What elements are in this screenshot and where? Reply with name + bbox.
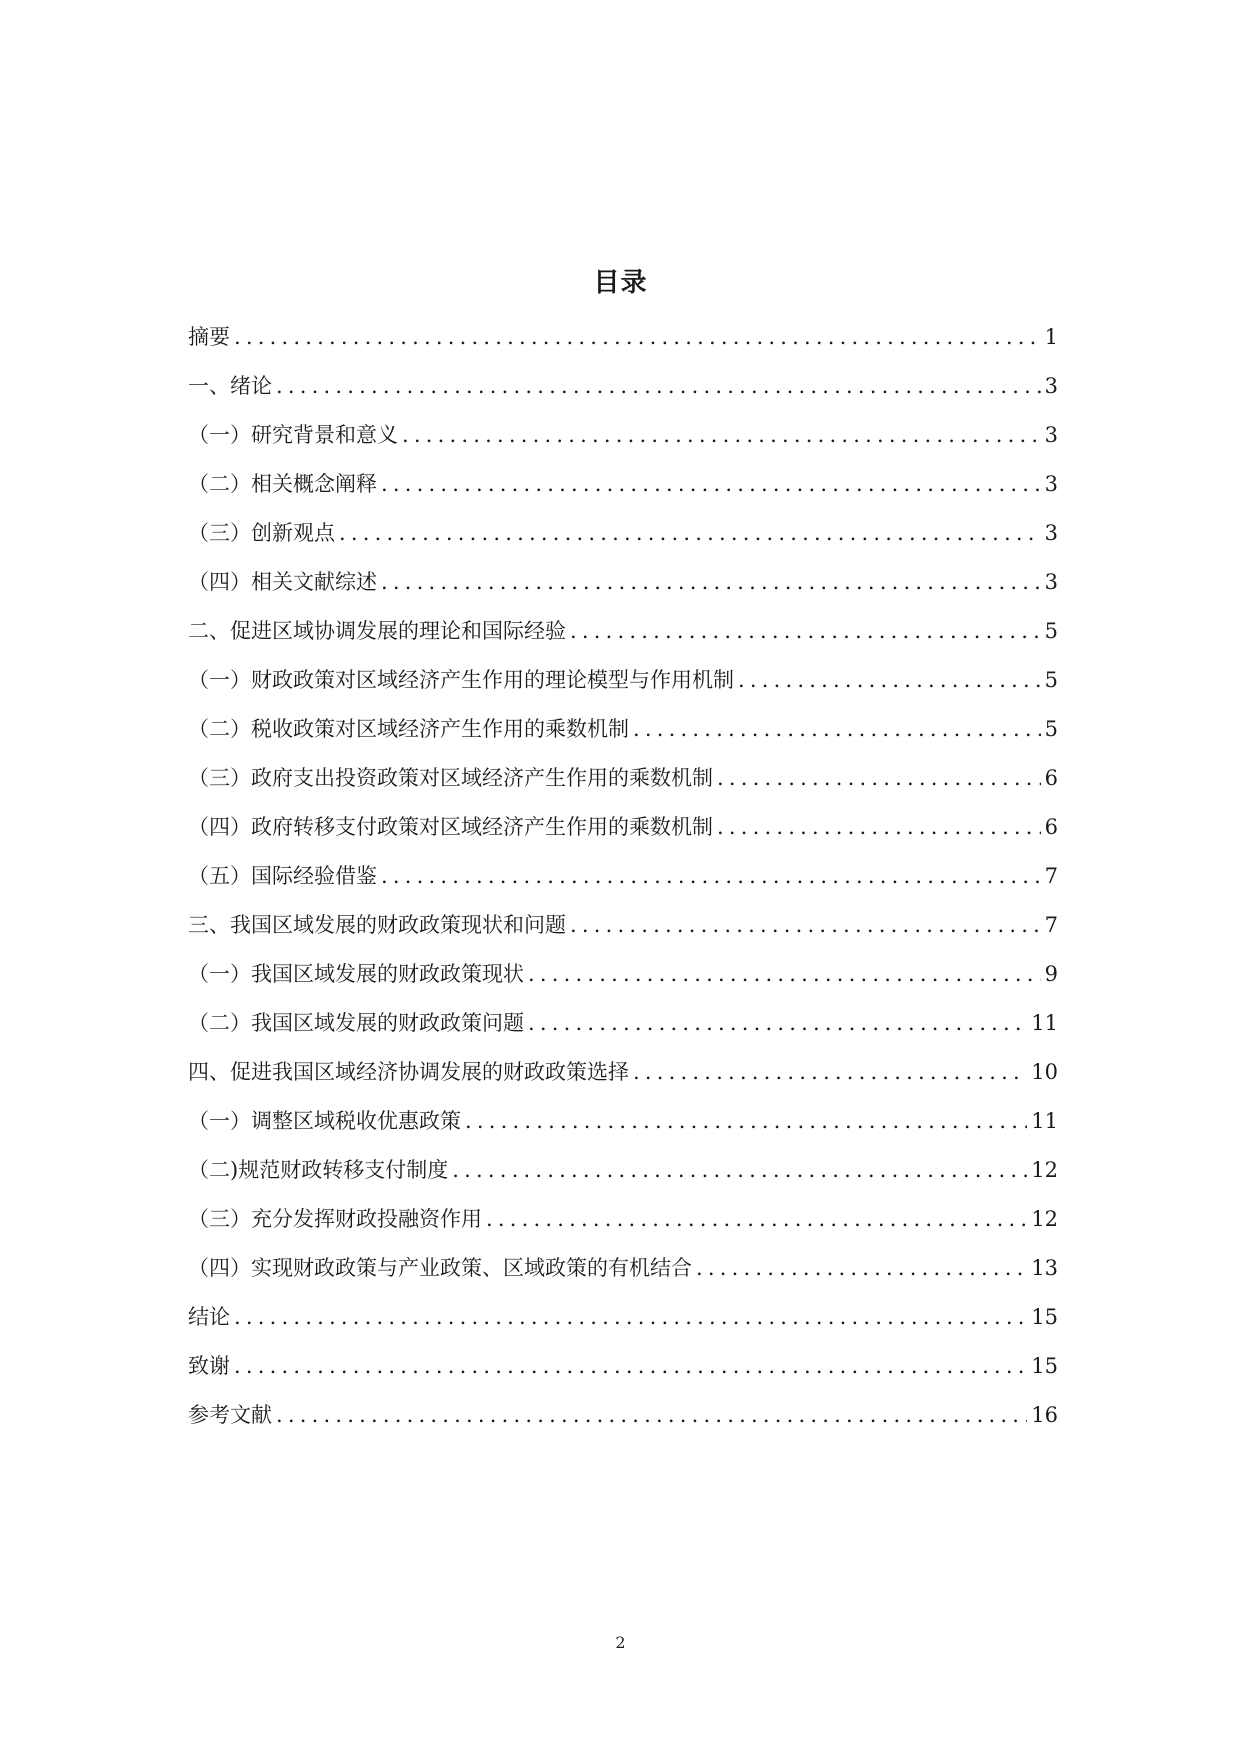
toc-entry-page: 12 <box>1031 1158 1058 1182</box>
toc-entry-2-4[interactable] <box>188 812 1058 861</box>
toc-dot-leader <box>738 665 1041 695</box>
toc-entry-label: 四、促进我国区域经济协调发展的财政政策选择 <box>188 1060 629 1084</box>
toc-entry-page: 5 <box>1044 717 1058 741</box>
toc-entry-page: 6 <box>1044 815 1058 839</box>
toc-dot-leader <box>234 1351 1027 1381</box>
toc-entry-page: 11 <box>1031 1011 1058 1035</box>
toc-entry-page: 3 <box>1044 570 1058 594</box>
toc-entry-2-5[interactable] <box>188 861 1058 910</box>
toc-entry-chapter-4[interactable] <box>188 1057 1058 1106</box>
toc-entry-page: 3 <box>1044 423 1058 447</box>
toc-entry-page: 15 <box>1031 1354 1058 1378</box>
toc-entry-label: （一）我国区域发展的财政政策现状 <box>188 962 524 986</box>
toc-dot-leader <box>570 910 1041 940</box>
toc-dot-leader <box>717 763 1041 793</box>
toc-entry-page: 15 <box>1031 1305 1058 1329</box>
toc-entry-label: （二）相关概念阐释 <box>188 472 377 496</box>
toc-entry-1-3[interactable] <box>188 518 1058 567</box>
toc-entry-label: （二）我国区域发展的财政政策问题 <box>188 1011 524 1035</box>
toc-entry-page: 5 <box>1044 619 1058 643</box>
toc-entry-3-2[interactable] <box>188 1008 1058 1057</box>
toc-entry-page: 11 <box>1031 1109 1058 1133</box>
toc-entry-page: 5 <box>1044 668 1058 692</box>
toc-entry-chapter-2[interactable] <box>188 616 1058 665</box>
toc-entry-2-2[interactable] <box>188 714 1058 763</box>
toc-entry-1-1[interactable] <box>188 420 1058 469</box>
toc-entry-page: 3 <box>1044 472 1058 496</box>
toc-entry-abstract[interactable] <box>188 322 1058 371</box>
toc-entry-label: 三、我国区域发展的财政政策现状和问题 <box>188 913 566 937</box>
page-number: 2 <box>615 1633 626 1652</box>
toc-dot-leader <box>696 1253 1027 1283</box>
toc-entry-page: 13 <box>1031 1256 1058 1280</box>
toc-entry-label: （三）政府支出投资政策对区域经济产生作用的乘数机制 <box>188 766 713 790</box>
toc-entry-chapter-1[interactable] <box>188 371 1058 420</box>
toc-dot-leader <box>234 322 1041 352</box>
toc-dot-leader <box>381 469 1041 499</box>
toc-entry-4-2[interactable] <box>188 1155 1058 1204</box>
toc-entry-label: （三）充分发挥财政投融资作用 <box>188 1207 482 1231</box>
toc-entry-label: （五）国际经验借鉴 <box>188 864 377 888</box>
toc-entry-label: （四）相关文献综述 <box>188 570 377 594</box>
toc-entry-label: （一）研究背景和意义 <box>188 423 398 447</box>
toc-entry-label: 一、绪论 <box>188 374 272 398</box>
toc-entry-4-1[interactable] <box>188 1106 1058 1155</box>
toc-entry-label: （二）税收政策对区域经济产生作用的乘数机制 <box>188 717 629 741</box>
toc-entry-page: 3 <box>1044 521 1058 545</box>
toc-dot-leader <box>633 714 1041 744</box>
toc-dot-leader <box>717 812 1041 842</box>
toc-entry-page: 6 <box>1044 766 1058 790</box>
toc-entry-conclusion[interactable] <box>188 1302 1058 1351</box>
toc-dot-leader <box>381 567 1041 597</box>
toc-dot-leader <box>570 616 1041 646</box>
toc-entry-label: （三）创新观点 <box>188 521 335 545</box>
toc-entry-4-4[interactable] <box>188 1253 1058 1302</box>
toc-dot-leader <box>528 1008 1027 1038</box>
toc-entry-4-3[interactable] <box>188 1204 1058 1253</box>
toc-entry-page: 3 <box>1044 374 1058 398</box>
toc-entry-label: 参考文献 <box>188 1403 272 1427</box>
toc-entry-label: （一）财政政策对区域经济产生作用的理论模型与作用机制 <box>188 668 734 692</box>
toc-dot-leader <box>276 371 1041 401</box>
toc-entry-acknowledgements[interactable] <box>188 1351 1058 1400</box>
toc-dot-leader <box>465 1106 1027 1136</box>
toc-entry-label: （一）调整区域税收优惠政策 <box>188 1109 461 1133</box>
toc-entry-label: 结论 <box>188 1305 230 1329</box>
toc-entry-label: （四）实现财政政策与产业政策、区域政策的有机结合 <box>188 1256 692 1280</box>
toc-entry-label: （二)规范财政转移支付制度 <box>188 1158 449 1182</box>
toc-dot-leader <box>633 1057 1027 1087</box>
toc-entry-references[interactable] <box>188 1400 1058 1449</box>
toc-entry-label: 摘要 <box>188 325 230 349</box>
toc-entry-page: 16 <box>1031 1403 1058 1427</box>
toc-dot-leader <box>276 1400 1027 1430</box>
toc-title: 目录 <box>593 268 648 298</box>
toc-entry-page: 9 <box>1044 962 1058 986</box>
toc-entry-label: 二、促进区域协调发展的理论和国际经验 <box>188 619 566 643</box>
toc-entry-page: 7 <box>1044 864 1058 888</box>
toc-dot-leader <box>452 1155 1027 1185</box>
toc-entry-page: 12 <box>1031 1207 1058 1231</box>
toc-entry-1-4[interactable] <box>188 567 1058 616</box>
toc-entry-page: 7 <box>1044 913 1058 937</box>
toc-entry-2-3[interactable] <box>188 763 1058 812</box>
toc-entry-page: 1 <box>1044 325 1058 349</box>
toc-entry-label: （四）政府转移支付政策对区域经济产生作用的乘数机制 <box>188 815 713 839</box>
toc-entry-1-2[interactable] <box>188 469 1058 518</box>
toc-dot-leader <box>339 518 1041 548</box>
toc-list <box>188 322 1058 1449</box>
toc-entry-chapter-3[interactable] <box>188 910 1058 959</box>
toc-entry-label: 致谢 <box>188 1354 230 1378</box>
toc-entry-2-1[interactable] <box>188 665 1058 714</box>
toc-dot-leader <box>381 861 1041 891</box>
toc-entry-page: 10 <box>1031 1060 1058 1084</box>
toc-dot-leader <box>528 959 1041 989</box>
toc-entry-3-1[interactable] <box>188 959 1058 1008</box>
toc-dot-leader <box>402 420 1041 450</box>
toc-dot-leader <box>234 1302 1027 1332</box>
toc-dot-leader <box>486 1204 1027 1234</box>
